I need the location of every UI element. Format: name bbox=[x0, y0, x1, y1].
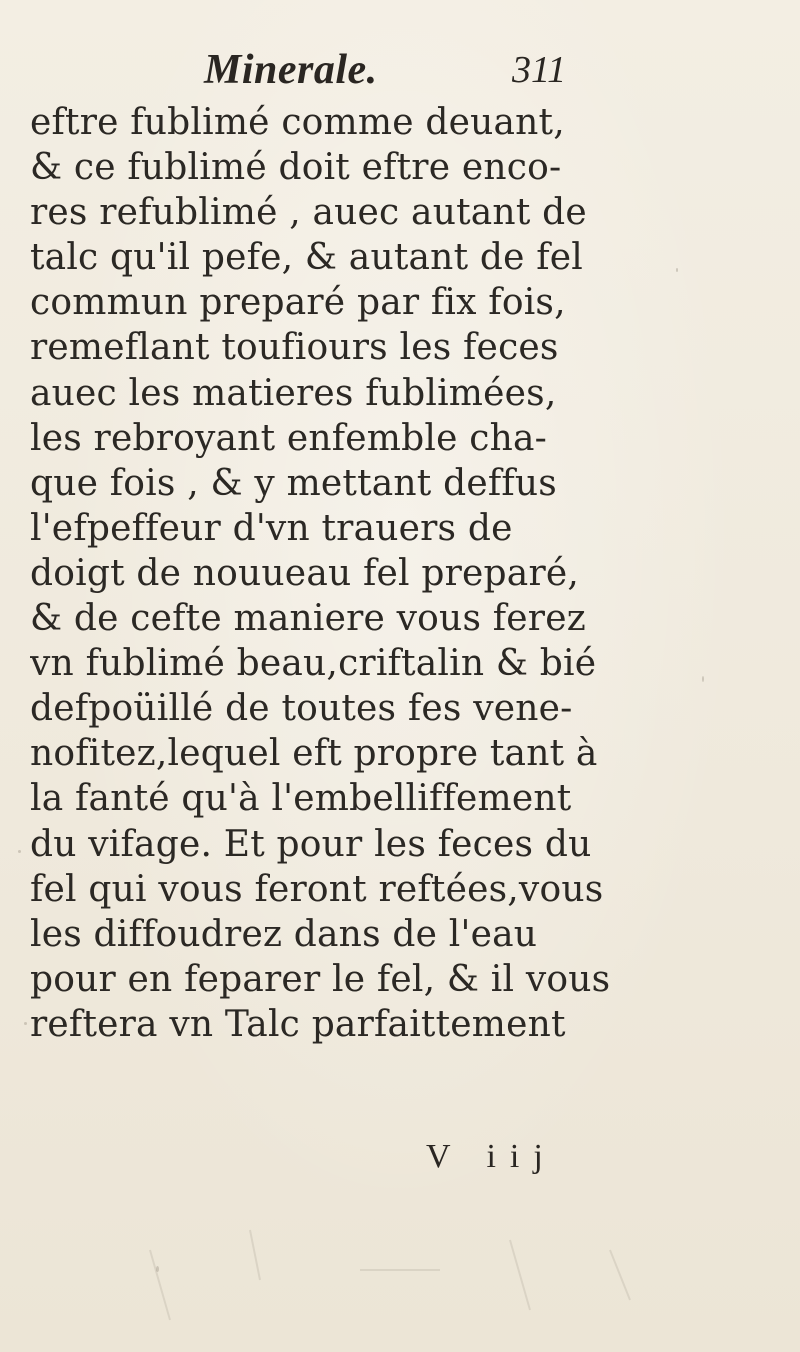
text-line: les diffoudrez dans de l'eau bbox=[30, 913, 538, 955]
text-line: auec les matieres fublimées, bbox=[30, 372, 557, 414]
text-line: & de cefte maniere vous ferez bbox=[30, 598, 586, 640]
text-line: pour en feparer le fel, & il vous bbox=[30, 958, 611, 1000]
running-head: Minerale. bbox=[204, 47, 378, 93]
signature-mark: V iij bbox=[426, 1138, 557, 1175]
page-number: 311 bbox=[512, 49, 567, 91]
page-footer bbox=[0, 1133, 800, 1181]
text-line: defpoüillé de toutes fes vene- bbox=[30, 688, 573, 730]
text-line: talc qu'il pefe, & autant de fel bbox=[30, 237, 584, 279]
text-line: l'efpeffeur d'vn trauers de bbox=[30, 507, 513, 549]
text-line: eftre fublimé comme deuant, bbox=[30, 102, 565, 143]
page-header bbox=[0, 44, 800, 96]
text-line: reftera vn Talc parfaittement bbox=[30, 1003, 566, 1045]
text-line: la fanté qu'à l'embelliffement bbox=[30, 778, 572, 820]
text-line: & ce fublimé doit eftre enco- bbox=[30, 147, 562, 189]
text-line: que fois , & y mettant deffus bbox=[30, 462, 557, 504]
text-line: remeflant toufiours les feces bbox=[30, 327, 559, 369]
text-line: vn fublimé beau,criftalin & bié bbox=[30, 643, 597, 685]
text-line: nofitez,lequel eft propre tant à bbox=[30, 733, 598, 775]
paper-speck bbox=[18, 850, 21, 853]
text-line: commun preparé par fix fois, bbox=[30, 282, 566, 324]
body-text bbox=[30, 100, 770, 1047]
text-line: res refublimé , auec autant de bbox=[30, 192, 587, 234]
text-line: les rebroyant enfemble cha- bbox=[30, 417, 548, 459]
text-line: doigt de nouueau fel preparé, bbox=[30, 552, 580, 594]
text-line: du vifage. Et pour les feces du bbox=[30, 823, 592, 865]
show-through-shadow bbox=[110, 1210, 670, 1330]
paper-speck bbox=[24, 1022, 27, 1025]
text-line: fel qui vous feront reftées,vous bbox=[30, 868, 604, 910]
